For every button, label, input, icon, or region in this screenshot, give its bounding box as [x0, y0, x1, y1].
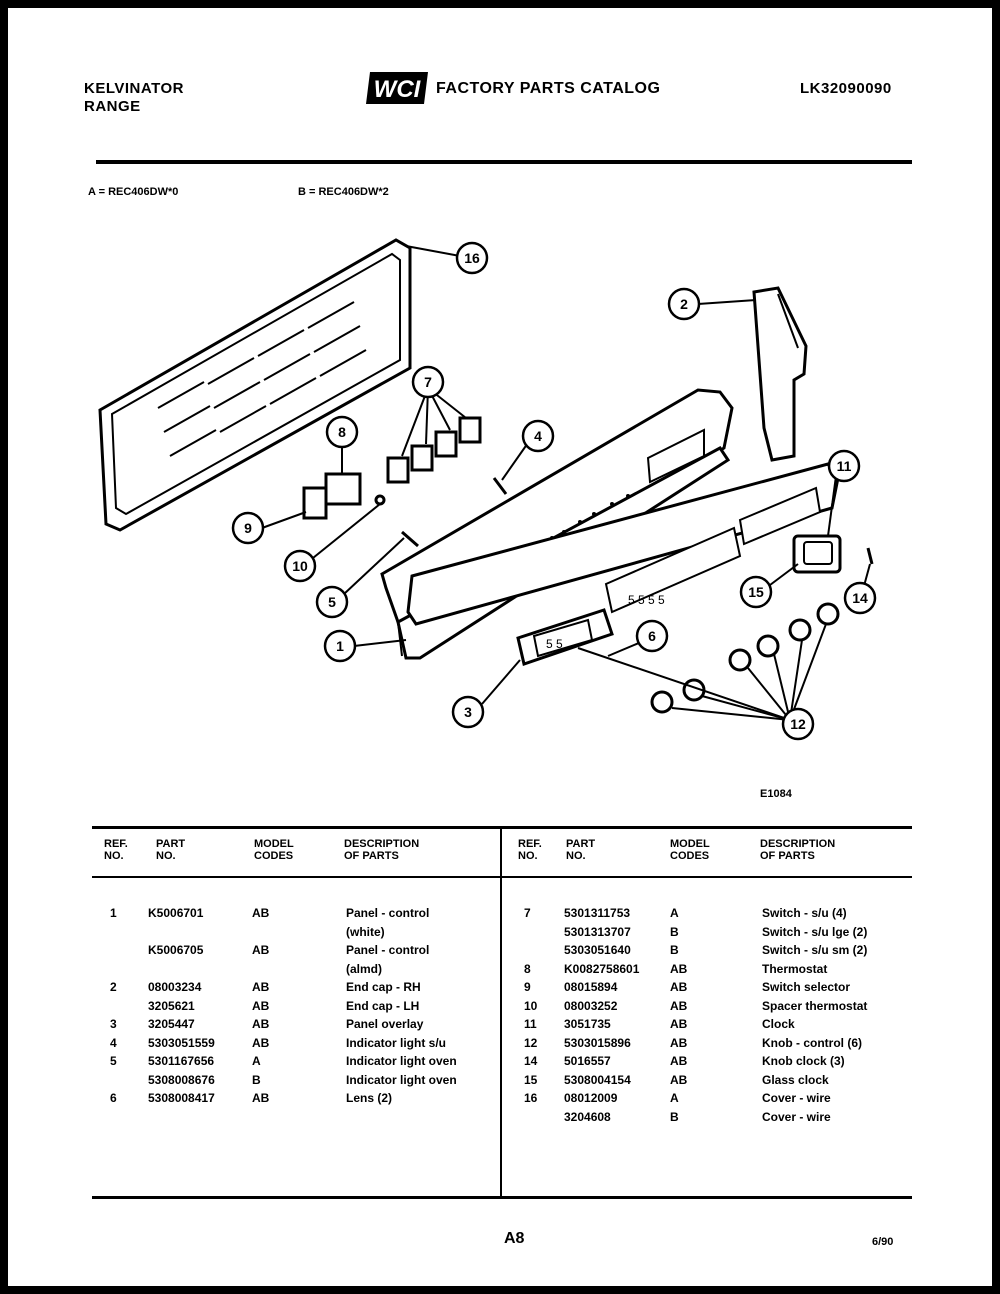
hdr-part-right: PART NO. — [566, 838, 596, 862]
thermostat-part-8 — [304, 474, 360, 518]
cell-ref: 7 — [524, 906, 531, 920]
catalog-number: LK32090090 — [800, 80, 892, 97]
cell-desc: Switch - s/u (4) — [762, 906, 847, 920]
cell-ref: 2 — [110, 980, 117, 994]
cell-part: 5308008676 — [148, 1072, 215, 1087]
model-b-label: B = REC406DW*2 — [298, 186, 389, 198]
cell-ref: 6 — [110, 1091, 117, 1105]
svg-text:1: 1 — [336, 638, 344, 654]
cell-part: 5016557 — [564, 1054, 611, 1068]
svg-text:2: 2 — [680, 296, 688, 312]
cell-code: AB — [670, 961, 688, 976]
cell-part: 3205621 — [148, 998, 195, 1013]
cell-code: AB — [252, 998, 270, 1013]
cell-desc: Cover - wire — [762, 1109, 831, 1124]
cell-part: 5303051640 — [564, 943, 631, 957]
indicator-light-part-5 — [402, 532, 418, 546]
svg-text:3: 3 — [464, 704, 472, 720]
table-header-rule — [92, 876, 912, 878]
cell-code: B — [670, 924, 679, 939]
cell-ref: 1 — [110, 906, 117, 920]
cell-ref: 8 — [524, 961, 531, 976]
page-number: A8 — [504, 1230, 525, 1247]
cell-desc: Panel - control — [346, 906, 430, 920]
cell-ref: 14 — [524, 1054, 538, 1068]
cell-desc: Indicator light oven — [346, 1054, 457, 1068]
cell-part: 08003252 — [564, 998, 618, 1013]
cell-desc: Panel - control — [346, 943, 430, 957]
cell-part: 08015894 — [564, 980, 618, 994]
cell-ref: 3 — [110, 1017, 117, 1031]
cell-desc: End cap - LH — [346, 998, 420, 1013]
cell-part: 3051735 — [564, 1017, 611, 1031]
spacer-part-10 — [376, 496, 384, 504]
callout-6 — [637, 621, 667, 651]
hdr-ref-right: REF. NO. — [518, 838, 542, 862]
cell-desc: (almd) — [346, 961, 382, 976]
callout-10 — [285, 551, 315, 581]
table-top-rule — [92, 826, 912, 829]
cell-part: 5308008417 — [148, 1091, 215, 1105]
svg-text:16: 16 — [464, 250, 480, 266]
cell-part: 08003234 — [148, 980, 202, 994]
indicator-light-part-4 — [494, 478, 506, 494]
cell-part: 08012009 — [564, 1091, 618, 1105]
cell-code: AB — [252, 943, 270, 957]
cell-desc: End cap - RH — [346, 980, 421, 994]
cell-ref: 15 — [524, 1072, 538, 1087]
model-a-label: A = REC406DW*0 — [88, 186, 179, 198]
callout-14 — [845, 583, 875, 613]
callout-5 — [317, 587, 347, 617]
svg-text:5 5 5 5: 5 5 5 5 — [628, 593, 665, 607]
cell-part: 5303051559 — [148, 1035, 215, 1050]
cell-desc: Switch selector — [762, 980, 851, 994]
callout-15 — [741, 577, 771, 607]
cell-ref: 10 — [524, 998, 538, 1013]
catalog-title: FACTORY PARTS CATALOG — [436, 80, 661, 97]
cell-code: B — [670, 943, 679, 957]
cell-code: AB — [252, 1091, 270, 1105]
knob-clock-part-14 — [868, 548, 872, 564]
cell-code: AB — [670, 980, 688, 994]
parts-catalog-page — [8, 8, 992, 1286]
cell-part: 3204608 — [564, 1109, 611, 1124]
svg-text:11: 11 — [836, 458, 852, 474]
svg-text:5: 5 — [328, 594, 336, 610]
cell-ref: 4 — [110, 1035, 117, 1050]
cell-desc: Switch - s/u lge (2) — [762, 924, 868, 939]
cell-code: AB — [252, 980, 270, 994]
cell-code: AB — [670, 998, 688, 1013]
callout-16 — [457, 243, 487, 273]
svg-text:10: 10 — [292, 558, 308, 574]
cell-part: 5301311753 — [564, 906, 631, 920]
svg-text:8: 8 — [338, 424, 346, 440]
cell-ref: 16 — [524, 1091, 538, 1105]
cell-desc: Glass clock — [762, 1072, 829, 1087]
callout-8 — [327, 417, 357, 447]
table-center-divider — [500, 826, 502, 1198]
callout-2 — [669, 289, 699, 319]
cell-part: 5308004154 — [564, 1072, 631, 1087]
cell-ref: 11 — [524, 1017, 537, 1031]
callout-12 — [783, 709, 813, 739]
cell-code: AB — [670, 1017, 688, 1031]
svg-text:7: 7 — [424, 374, 432, 390]
callout-3 — [453, 697, 483, 727]
hdr-model: MODEL CODES — [254, 838, 294, 862]
hdr-part: PART NO. — [156, 838, 186, 862]
table-bottom-rule — [92, 1196, 912, 1199]
cell-desc: Spacer thermostat — [762, 998, 868, 1013]
figure-id: E1084 — [760, 788, 792, 800]
cell-desc: Knob - control (6) — [762, 1035, 862, 1050]
cell-desc: Clock — [762, 1017, 795, 1031]
cell-desc: Lens (2) — [346, 1091, 393, 1105]
cell-code: A — [670, 1091, 679, 1105]
callout-4 — [523, 421, 553, 451]
cell-desc: Switch - s/u sm (2) — [762, 943, 868, 957]
cell-desc: Indicator light s/u — [346, 1035, 447, 1050]
hdr-ref: REF. NO. — [104, 838, 128, 862]
logo-text: WCI — [373, 76, 421, 103]
hdr-desc: DESCRIPTION OF PARTS — [344, 838, 420, 862]
hdr-desc-right: DESCRIPTION OF PARTS — [760, 838, 836, 862]
cell-code: A — [670, 906, 679, 920]
cell-ref: 12 — [524, 1035, 538, 1050]
lens-part-6 — [518, 610, 612, 664]
cell-code: AB — [670, 1054, 688, 1068]
cell-desc: (white) — [346, 924, 385, 939]
cell-desc: Knob clock (3) — [762, 1054, 845, 1068]
cell-part: 5303015896 — [564, 1035, 631, 1050]
cell-part: K0082758601 — [564, 961, 640, 976]
cell-part: 5301167656 — [148, 1054, 215, 1068]
print-date: 6/90 — [872, 1236, 894, 1248]
cell-ref: 5 — [110, 1054, 117, 1068]
svg-text:9: 9 — [244, 520, 252, 536]
svg-text:4: 4 — [534, 428, 542, 444]
cell-desc: Cover - wire — [762, 1091, 831, 1105]
cell-desc: Thermostat — [762, 961, 828, 976]
svg-text:12: 12 — [790, 716, 806, 732]
cell-code: AB — [670, 1072, 688, 1087]
cell-ref: 9 — [524, 980, 531, 994]
svg-text:14: 14 — [852, 590, 868, 606]
cell-part: 5301313707 — [564, 924, 631, 939]
cell-code: AB — [252, 1017, 270, 1031]
cell-code: AB — [670, 1035, 688, 1050]
cell-part: 3205447 — [148, 1017, 195, 1031]
svg-text:6: 6 — [648, 628, 656, 644]
end-cap-part-2 — [754, 288, 806, 460]
callout-7 — [413, 367, 443, 397]
cell-code: AB — [252, 906, 270, 920]
cell-code: A — [252, 1054, 261, 1068]
cell-code: B — [670, 1109, 679, 1124]
cell-part: K5006701 — [148, 906, 204, 920]
svg-text:5 5: 5 5 — [546, 637, 563, 651]
brand-line2: RANGE — [84, 98, 141, 115]
brand-line1: KELVINATOR — [84, 80, 185, 97]
cell-desc: Panel overlay — [346, 1017, 424, 1031]
exploded-diagram — [8, 8, 992, 788]
switches-part-7 — [388, 418, 480, 482]
cell-code: AB — [252, 1035, 270, 1050]
knobs-part-12 — [652, 604, 838, 712]
clock-part-11 — [794, 536, 840, 572]
callout-9 — [233, 513, 263, 543]
svg-text:15: 15 — [748, 584, 764, 600]
callout-11 — [829, 451, 859, 481]
cell-part: K5006705 — [148, 943, 204, 957]
callout-1 — [325, 631, 355, 661]
cell-desc: Indicator light oven — [346, 1072, 457, 1087]
wire-cover-part-16 — [100, 240, 410, 530]
cell-code: B — [252, 1072, 261, 1087]
hdr-model-right: MODEL CODES — [670, 838, 710, 862]
